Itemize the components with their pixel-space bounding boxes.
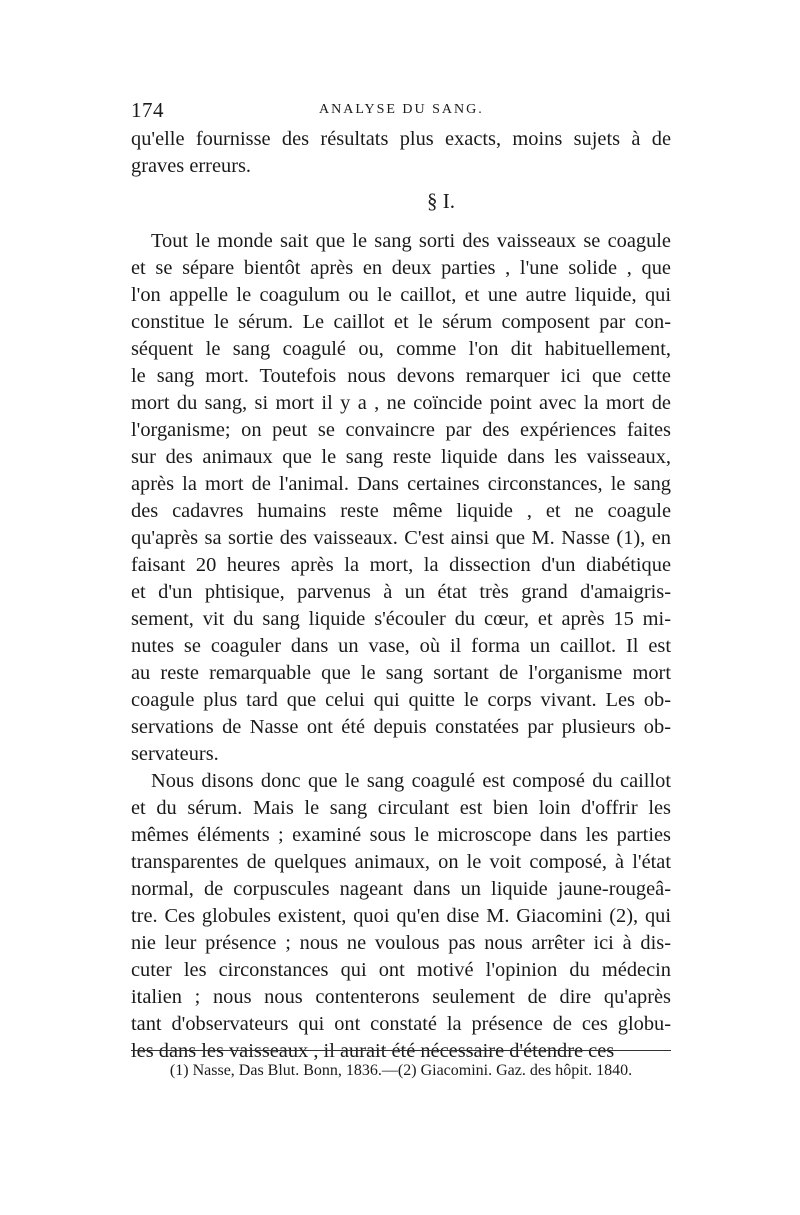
text-line: qu'après sa sortie des vaisseaux. C'est ainsi que M. Nasse (1), en (131, 527, 671, 549)
text-line: Tout le monde sait que le sang sorti des vaisseaux se coagule (151, 230, 671, 252)
text-line: sement, vit du sang liquide s'écouler du cœur, et après 15 mi- (131, 608, 671, 630)
text-line: faisant 20 heures après la mort, la dissection d'un diabétique (131, 554, 671, 576)
paragraph-1 (131, 228, 671, 768)
section-heading: § I. (427, 189, 455, 213)
text-line: le sang mort. Toutefois nous devons remarquer ici que cette (131, 365, 671, 387)
text-line: et du sérum. Mais le sang circulant est bien loin d'offrir les (131, 797, 671, 819)
text-line: qu'elle fournisse des résultats plus exacts, moins sujets à de (131, 128, 671, 150)
page-header (131, 98, 671, 122)
footnotes (131, 1060, 671, 1082)
page-number: 174 (131, 98, 164, 122)
text-line: séquent le sang coagulé ou, comme l'on dit habituellement, (131, 338, 671, 360)
text-line: cuter les circonstances qui ont motivé l'opinion du médecin (131, 959, 671, 981)
intro-paragraph (131, 126, 671, 180)
text-line: les dans les vaisseaux , il aurait été nécessaire d'étendre ces (131, 1040, 615, 1062)
paragraph-2 (131, 768, 671, 1065)
text-line: Nous disons donc que le sang coagulé est composé du caillot (151, 770, 671, 792)
text-line: nutes se coaguler dans un vase, où il forma un caillot. Il est (131, 635, 671, 657)
body-text (131, 126, 671, 1065)
text-line: tre. Ces globules existent, quoi qu'en dise M. Giacomini (2), qui (131, 905, 671, 927)
text-line: l'organisme; on peut se convaincre par des expériences faites (131, 419, 671, 441)
text-line: mêmes éléments ; examiné sous le microscope dans les parties (131, 824, 671, 846)
text-line: nie leur présence ; nous ne voulous pas nous arrêter ici à dis- (131, 932, 671, 954)
text-line: transparentes de quelques animaux, on le voit composé, à l'état (131, 851, 671, 873)
text-line: des cadavres humains reste même liquide , et ne coagule (131, 500, 671, 522)
text-line: servateurs. (131, 743, 219, 765)
text-line: l'on appelle le coagulum ou le caillot, et une autre liquide, qui (131, 284, 671, 306)
text-line: graves erreurs. (131, 155, 252, 177)
text-line: et d'un phtisique, parvenus à un état très grand d'amaigris- (131, 581, 671, 603)
text-line: mort du sang, si mort il y a , ne coïncide point avec la mort de (131, 392, 671, 414)
text-line: tant d'observateurs qui ont constaté la présence de ces globu- (131, 1013, 671, 1035)
footnote-line: (1) Nasse, Das Blut. Bonn, 1836.—(2) Giacomini. Gaz. des hôpit. 1840. (169, 1062, 633, 1079)
text-line: au reste remarquable que le sang sortant de l'organisme mort (131, 662, 671, 684)
running-title: ANALYSE DU SANG. (319, 102, 484, 117)
text-line: servations de Nasse ont été depuis constatées par plusieurs ob- (131, 716, 671, 738)
text-line: constitue le sérum. Le caillot et le sérum composent par con- (131, 311, 671, 333)
text-line: italien ; nous nous contenterons seulement de dire qu'après (131, 986, 671, 1008)
text-line: coagule plus tard que celui qui quitte le corps vivant. Les ob- (131, 689, 671, 711)
text-line: après la mort de l'animal. Dans certaines circonstances, le sang (131, 473, 671, 495)
text-line: normal, de corpuscules nageant dans un liquide jaune-rougeâ- (131, 878, 671, 900)
text-line: sur des animaux que le sang reste liquide dans les vaisseaux, (131, 446, 671, 468)
footnote-rule (131, 1050, 671, 1051)
text-line: et se sépare bientôt après en deux parties , l'une solide , que (131, 257, 671, 279)
